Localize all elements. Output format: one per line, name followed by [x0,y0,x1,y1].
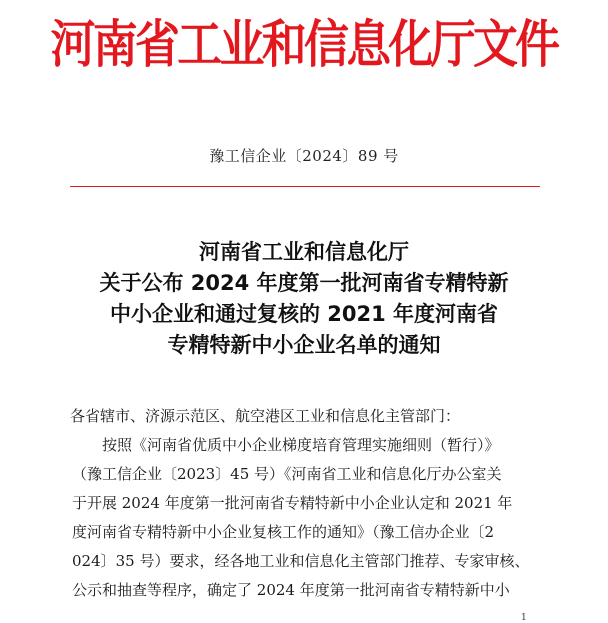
notice-body [72,402,550,605]
title-line-4: 专精特新中小企业名单的通知 [167,333,441,357]
body-line-5: 024〕35 号）要求，经各地工业和信息化主管部门推荐、专家审核、 [72,552,530,570]
body-line-2: （豫工信企业〔2023〕45 号）《河南省工业和信息化厅办公室关 [72,465,502,483]
document-number: 豫工信企业〔2024〕89 号 [209,147,399,165]
masthead-title: 河南省工业和信息化厅文件 [50,16,558,75]
page-number: 1 [521,613,527,623]
body-line-3: 于开展 2024 年度第一批河南省专精特新中小企业认定和 2021 年 [72,494,513,512]
notice-title [0,237,608,361]
salutation: 各省辖市、济源示范区、航空港区工业和信息化主管部门： [70,407,461,425]
body-line-4: 度河南省专精特新中小企业复核工作的通知》（豫工信办企业〔2 [72,523,495,541]
title-line-3: 中小企业和通过复核的 2021 年度河南省 [109,302,499,326]
red-divider-line [70,186,540,187]
title-line-1: 河南省工业和信息化厅 [199,240,409,264]
title-line-2: 关于公布 2024 年度第一批河南省专精特新 [99,271,509,295]
body-line-6: 公示和抽查等程序，确定了 2024 年度第一批河南省专精特新中小 [72,581,510,599]
body-line-1: 按照《河南省优质中小企业梯度培育管理实施细则（暂行）》 [102,436,500,454]
